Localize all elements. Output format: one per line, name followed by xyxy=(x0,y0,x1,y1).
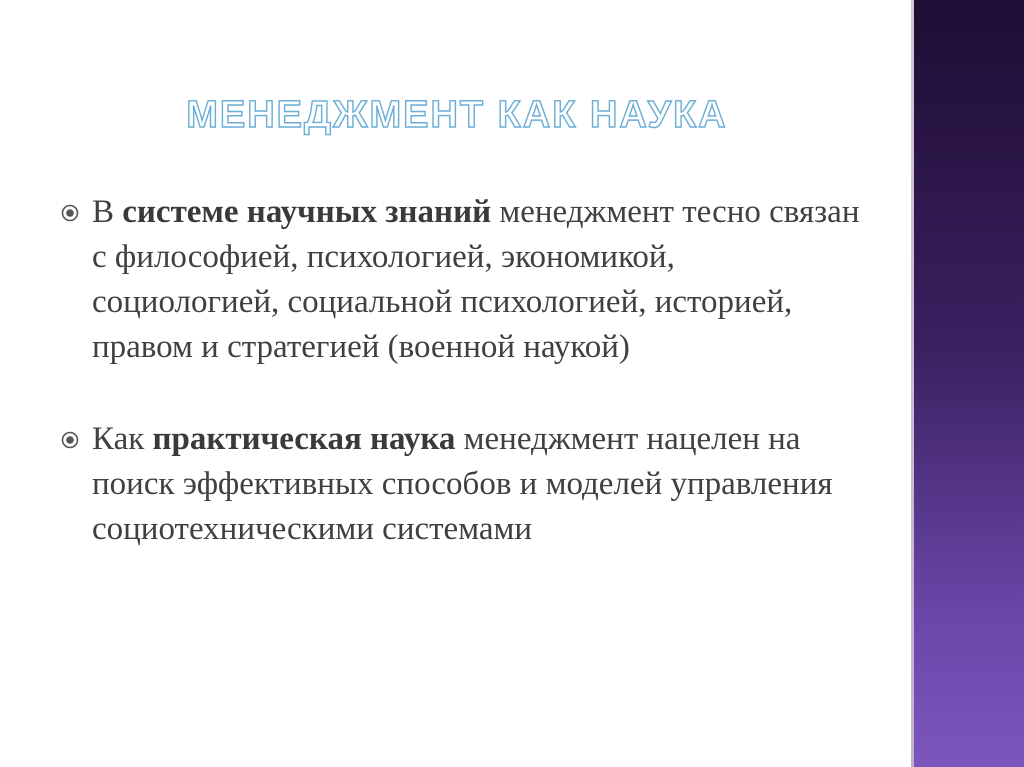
circle-dot-bullet-icon xyxy=(60,430,80,450)
bullet-item-2 xyxy=(60,417,860,552)
bullet-1-prefix: В xyxy=(92,194,123,230)
slide-title: МЕНЕДЖМЕНТ КАК НАУКА xyxy=(186,94,728,136)
bullet-item-1 xyxy=(60,190,860,370)
bullet-2-text: менеджмент нацелен на поиск эффективных способов и моделей управления социотехническими системами xyxy=(92,421,833,547)
bullet-2-prefix: Как xyxy=(92,421,153,457)
circle-dot-bullet-icon xyxy=(60,203,80,223)
bullet-2-bold-term: практическая наука xyxy=(152,421,456,457)
purple-side-bar xyxy=(914,0,1024,767)
bullet-list xyxy=(60,190,860,552)
bullet-1-text: менеджмент тесно связан с философией, психологией, экономикой, социологией, социальной психологией, историей, правом и стратегией (военной наукой) xyxy=(92,194,860,365)
bullet-1-bold-term: системе научных знаний xyxy=(122,194,492,230)
